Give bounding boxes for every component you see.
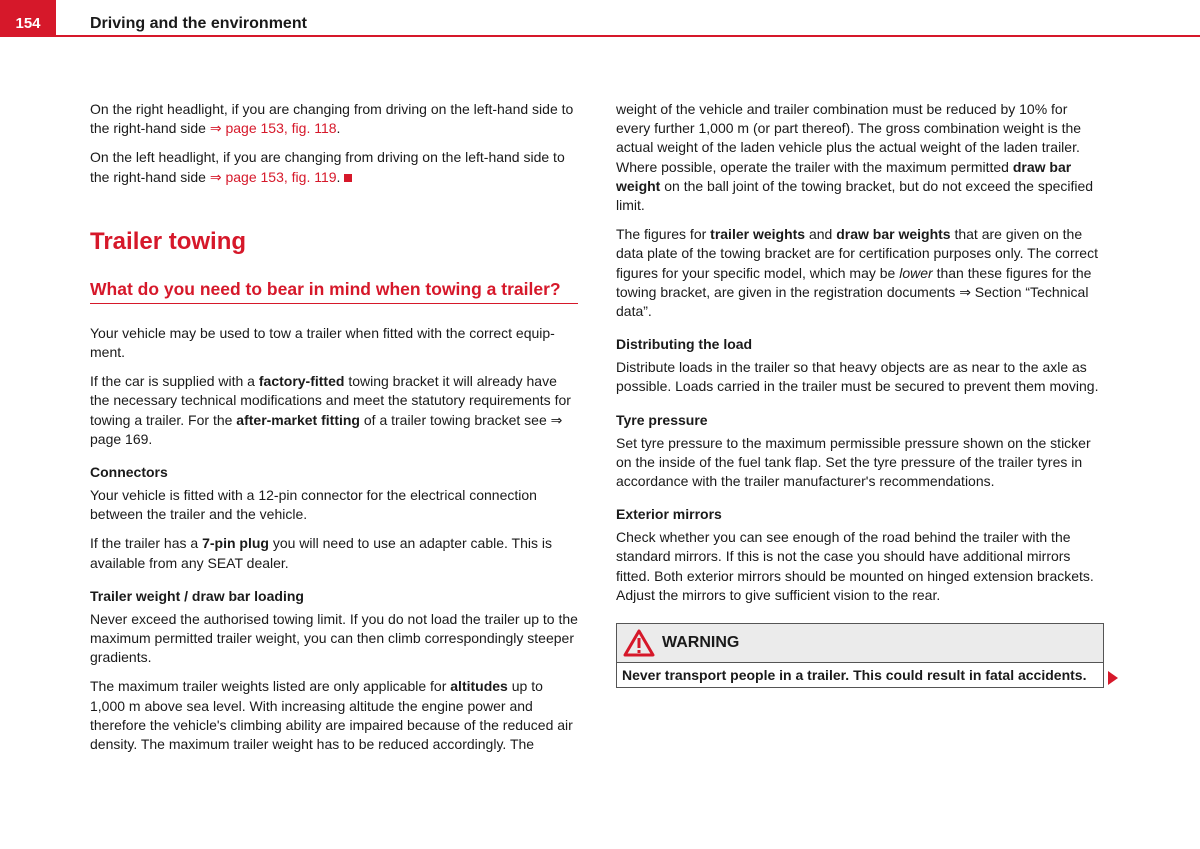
connectors-para: Your vehicle is fitted with a 12-pin connector for the electrical connection between the trailer and the vehicle. [90,487,537,523]
warning-header [617,624,1103,663]
trailer-weight-para: Never exceed the authorised towing limit. If you do not load the trailer up to the maximum permitted trailer weight, you can then climb correspondingly steeper gradients. [90,610,578,666]
page-header [0,0,1200,37]
tyre-pressure-heading: Tyre pressure [616,411,708,428]
factory-fitted-para: If the car is supplied with a factory-fitted towing bracket it will already have the necessary technical modifications and meet the statutory requirements for towing a trailer. For the after-market fitting of a trailer towing bracket see ⇒ page 169. [90,373,571,447]
vehicle-para: Your vehicle may be used to tow a trailer when fitted with the correct equip-ment. [90,324,555,361]
warning-box [616,623,1104,688]
cross-reference-arrow: ⇒ [959,283,971,300]
distributing-load-heading: Distributing the load [616,336,753,353]
continue-arrow-icon [1108,671,1118,685]
connectors-heading: Connectors [90,464,168,481]
exterior-mirrors-para: Check whether you can see enough of the road behind the trailer with the standard mirrors. If this is not the case you should have additional mirrors fitted. Both exterior mirrors should be mounted on hinged extension brackets. Adjust the mirrors to give sufficient vision to the rear. [616,529,1094,603]
running-title: Driving and the environment [90,15,307,32]
cross-reference-link[interactable]: ⇒ page 153, fig. 118 [209,120,337,137]
right-column [616,100,1104,688]
section-heading: What do you need to bear in mind when towing a trailer? [90,277,578,304]
tyre-pressure-para: Set tyre pressure to the maximum permissible pressure shown on the sticker on the inside of the fuel tank flap. Set the tyre pressure of the trailer tyres in accordance with the trailer manufacturer's recommendations. [616,434,1091,490]
chapter-title: Trailer towing [90,227,247,255]
figures-para: The figures for trailer weights and draw bar weights that are given on the data plate of the towing bracket are for certification purposes only. The correct figures for your specific model, which may be lower than these figures for the towing bracket, are given in the registration documents ⇒ Section “Technical data”. [616,226,1098,320]
weight-continuation-para: weight of the vehicle and trailer combination must be reduced by 10% for every further 1,000 m (or part thereof). The gross combination weight is the actual weight of the laden vehicle plus the actual weight of the laden trailer. Where possible, operate the trailer with the maximum permitted draw bar weight on the ball joint of the towing bracket, but do not exceed the specified limit. [616,101,1094,214]
plug-para: If the trailer has a 7-pin plug you will need to use an adapter cable. This is available from any SEAT dealer. [90,535,552,571]
trailer-weight-heading: Trailer weight / draw bar loading [90,587,304,604]
page-number: 154 [0,0,56,37]
headlight-left-para: On the left headlight, if you are changing from driving on the left-hand side to the right-hand side ⇒ page 153, fig. 119. [90,149,565,185]
warning-title: WARNING [662,634,740,652]
exterior-mirrors-heading: Exterior mirrors [616,506,722,523]
altitude-para: The maximum trailer weights listed are only applicable for altitudes up to 1,000 m above sea level. With increasing altitude the engine power and therefore the vehicle's climbing ability are impaired because of the reduced air density. The maximum trailer weight has to be reduced accordingly. The [90,678,573,753]
headlight-right-para: On the right headlight, if you are changing from driving on the left-hand side to the right-hand side ⇒ page 153, fig. 118. [90,101,574,137]
left-column [90,100,578,764]
end-of-section-icon [344,174,352,182]
warning-triangle-icon [623,629,655,662]
warning-text: Never transport people in a trailer. This could result in fatal accidents. [622,667,1087,684]
cross-reference-link[interactable]: ⇒ page 153, fig. 119 [209,168,337,185]
cross-reference-arrow: ⇒ [550,411,563,428]
distributing-load-para: Distribute loads in the trailer so that heavy objects are as near to the axle as possible. Loads carried in the trailer must be secured to prevent them moving. [616,359,1099,395]
